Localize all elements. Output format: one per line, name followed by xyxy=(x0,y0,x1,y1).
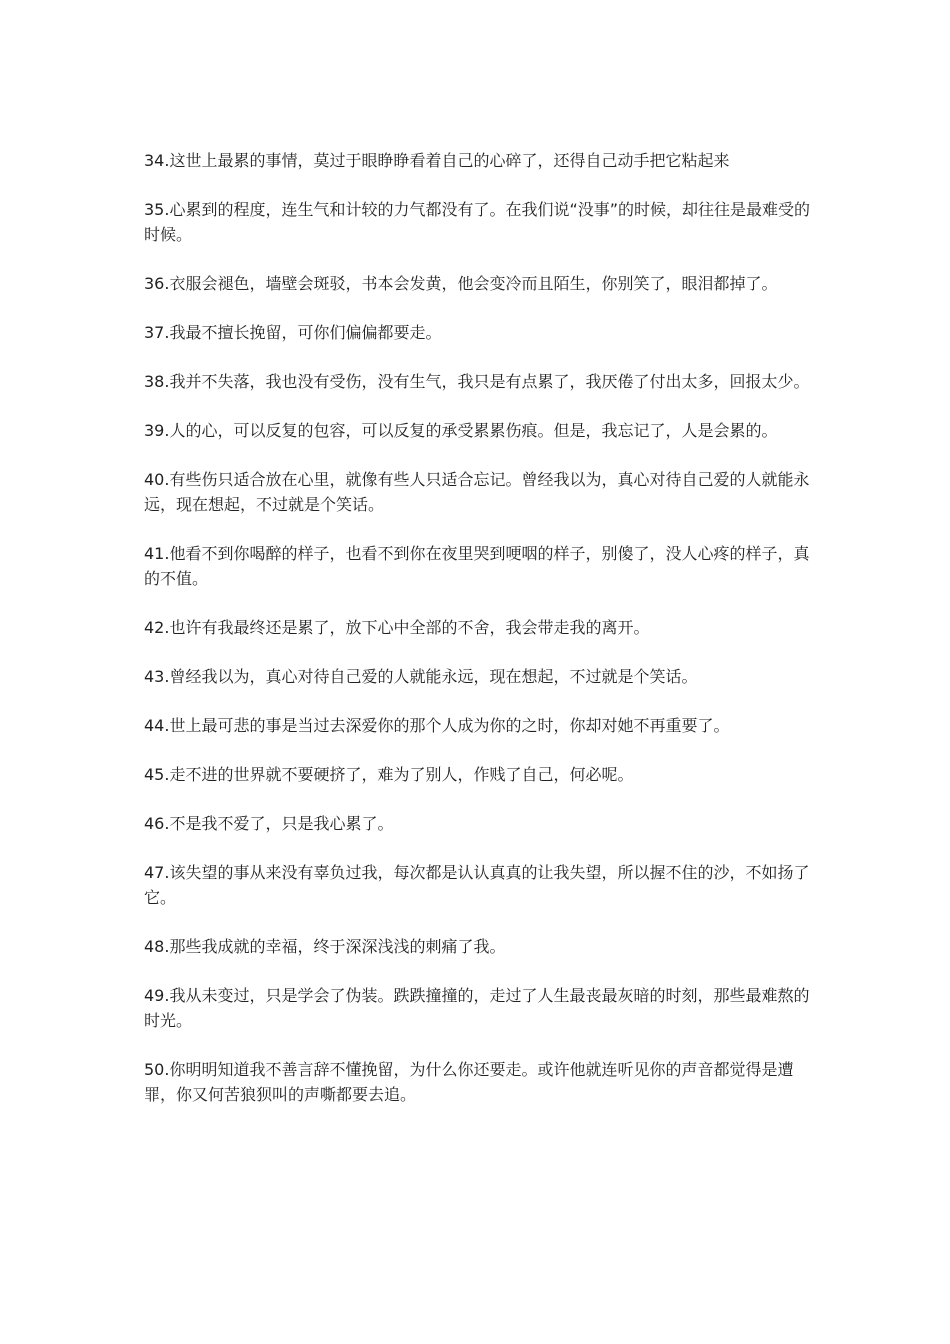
document-body xyxy=(144,148,812,1131)
paragraph-43: 43.曾经我以为，真心对待自己爱的人就能永远，现在想起，不过就是个笑话。 xyxy=(144,667,698,686)
paragraph-41: 41.他看不到你喝醉的样子，也看不到你在夜里哭到哽咽的样子，别傻了，没人心疼的样子，真的不值。 xyxy=(144,544,810,588)
paragraph-34: 34.这世上最累的事情，莫过于眼睁睁看着自己的心碎了，还得自己动手把它粘起来 xyxy=(144,151,730,170)
paragraph-48: 48.那些我成就的幸福，终于深深浅浅的刺痛了我。 xyxy=(144,937,506,956)
paragraph-42: 42.也许有我最终还是累了，放下心中全部的不舍，我会带走我的离开。 xyxy=(144,618,650,637)
paragraph-36: 36.衣服会褪色，墙壁会斑驳，书本会发黄，他会变冷而且陌生，你别笑了，眼泪都掉了。 xyxy=(144,274,778,293)
paragraph-44: 44.世上最可悲的事是当过去深爱你的那个人成为你的之时，你却对她不再重要了。 xyxy=(144,716,730,735)
paragraph-37: 37.我最不擅长挽留，可你们偏偏都要走。 xyxy=(144,323,442,342)
paragraph-49: 49.我从未变过，只是学会了伪装。跌跌撞撞的，走过了人生最丧最灰暗的时刻，那些最难熬的时光。 xyxy=(144,986,810,1030)
paragraph-35: 35.心累到的程度，连生气和计较的力气都没有了。在我们说“没事”的时候，却往往是最难受的时候。 xyxy=(144,200,811,244)
paragraph-40: 40.有些伤只适合放在心里，就像有些人只适合忘记。曾经我以为，真心对待自己爱的人就能永远，现在想起，不过就是个笑话。 xyxy=(144,470,810,514)
paragraph-47: 47.该失望的事从来没有辜负过我，每次都是认认真真的让我失望，所以握不住的沙，不如扬了它。 xyxy=(144,863,810,907)
paragraph-50: 50.你明明知道我不善言辞不懂挽留，为什么你还要走。或许他就连听见你的声音都觉得是遭罪，你又何苦狼狈叫的声嘶都要去追。 xyxy=(144,1060,794,1104)
paragraph-46: 46.不是我不爱了，只是我心累了。 xyxy=(144,814,394,833)
paragraph-39: 39.人的心，可以反复的包容，可以反复的承受累累伤痕。但是，我忘记了，人是会累的。 xyxy=(144,421,778,440)
paragraph-45: 45.走不进的世界就不要硬挤了，难为了别人，作贱了自己，何必呢。 xyxy=(144,765,634,784)
paragraph-38: 38.我并不失落，我也没有受伤，没有生气，我只是有点累了，我厌倦了付出太多，回报太少。 xyxy=(144,372,810,391)
